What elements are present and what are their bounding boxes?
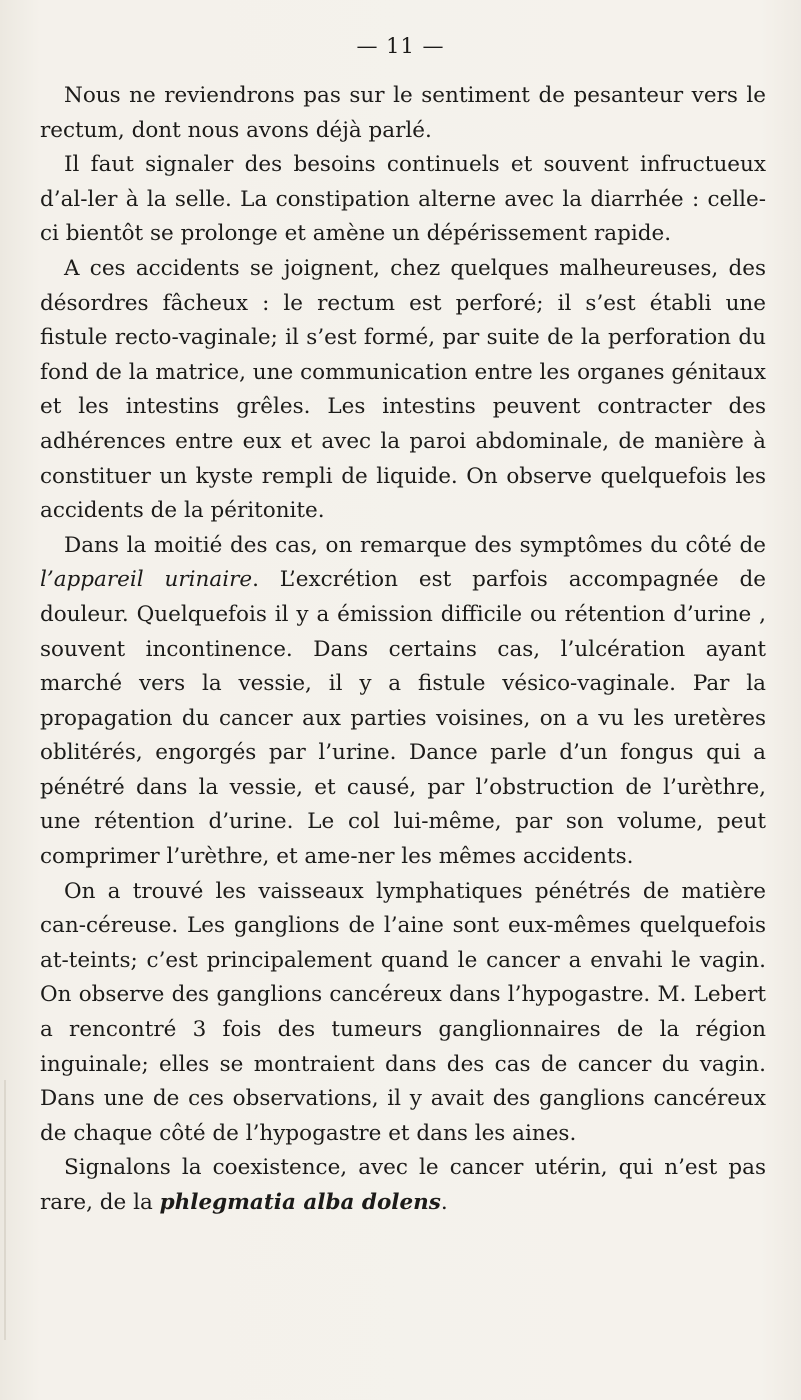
paragraph-6-text-b: . [440,1190,448,1215]
paragraph-6-text-a: Signalons la coexistence, avec le cancer utérin, qui n’est pas rare, de la [40,1155,766,1215]
paragraph-4-text-a: Dans la moitié des cas, on remarque des symptômes du côté de [64,532,766,558]
paragraph-3-text: A ces accidents se joignent, chez quelques malheureuses, des désordres fâcheux : le rectum est perforé; il s’est établi une fistule recto-vaginale; il s’est formé, par suite de la perforation du fond de la matrice, une communication entre les organes génitaux et les intestins grêles. Les intestins peuvent contracter des adhérences entre eux et avec la paroi abdominale, de manière à constituer un kyste rempli de liquide. On observe quelquefois les accidents de la péritonite. [40,255,766,524]
paragraph-1-text: Nous ne reviendrons pas sur le sentiment de pesanteur vers le rectum, dont nous avons déjà parlé. [40,83,766,143]
page-number: — 11 — [356,34,445,58]
paragraph-4-text-b: . L’excrétion est parfois accompagnée de douleur. Quelquefois il y a émission difficile ou rétention d’urine , souvent incontinence. Dans certains cas, l’ulcération ayant marché vers la vessie, il y a fistule vésico-vaginale. Par la propagation du cancer aux parties voisines, on a vu les uretères oblitérés, engorgés par l’urine. Dance parle d’un fongus qui a pénétré dans la vessie, et causé, par l’obstruction de l’urèthre, une rétention d’urine. Le col lui-même, par son volume, peut comprimer l’urèthre, et ame-ner les mêmes accidents. [40,567,766,870]
paragraph-3 [40,252,766,529]
paragraph-1 [40,79,766,148]
paragraph-6-italic-term: phlegmatia alba dolens [159,1190,441,1215]
paragraph-2-text: Il faut signaler des besoins continuels et souvent infructueux d’al-ler à la selle. La constipation alterne avec la diarrhée : celle-ci bientôt se prolonge et amène un dépérissement rapide. [40,152,766,247]
paragraph-2 [40,148,766,252]
paragraph-5 [40,875,766,1152]
body-text [40,79,766,1221]
paragraph-5-text: On a trouvé les vaisseaux lymphatiques pénétrés de matière can-céreuse. Les ganglions de l’aine sont eux-mêmes quelquefois at-teints; c’est principalement quand le cancer a envahi le vagin. On observe des ganglions cancéreux dans l’hypogastre. M. Lebert a rencontré 3 fois des tumeurs ganglionnaires de la région inguinale; elles se montraient dans des cas de cancer du vagin. Dans une de ces observations, il y avait des ganglions cancéreux de chaque côté de l’hypogastre et dans les aines. [40,878,766,1146]
paragraph-6 [40,1151,766,1220]
paper-edge-shadow [4,1080,6,1340]
paragraph-4 [40,529,766,875]
paragraph-4-italic-term: l’appareil urinaire [40,567,253,593]
